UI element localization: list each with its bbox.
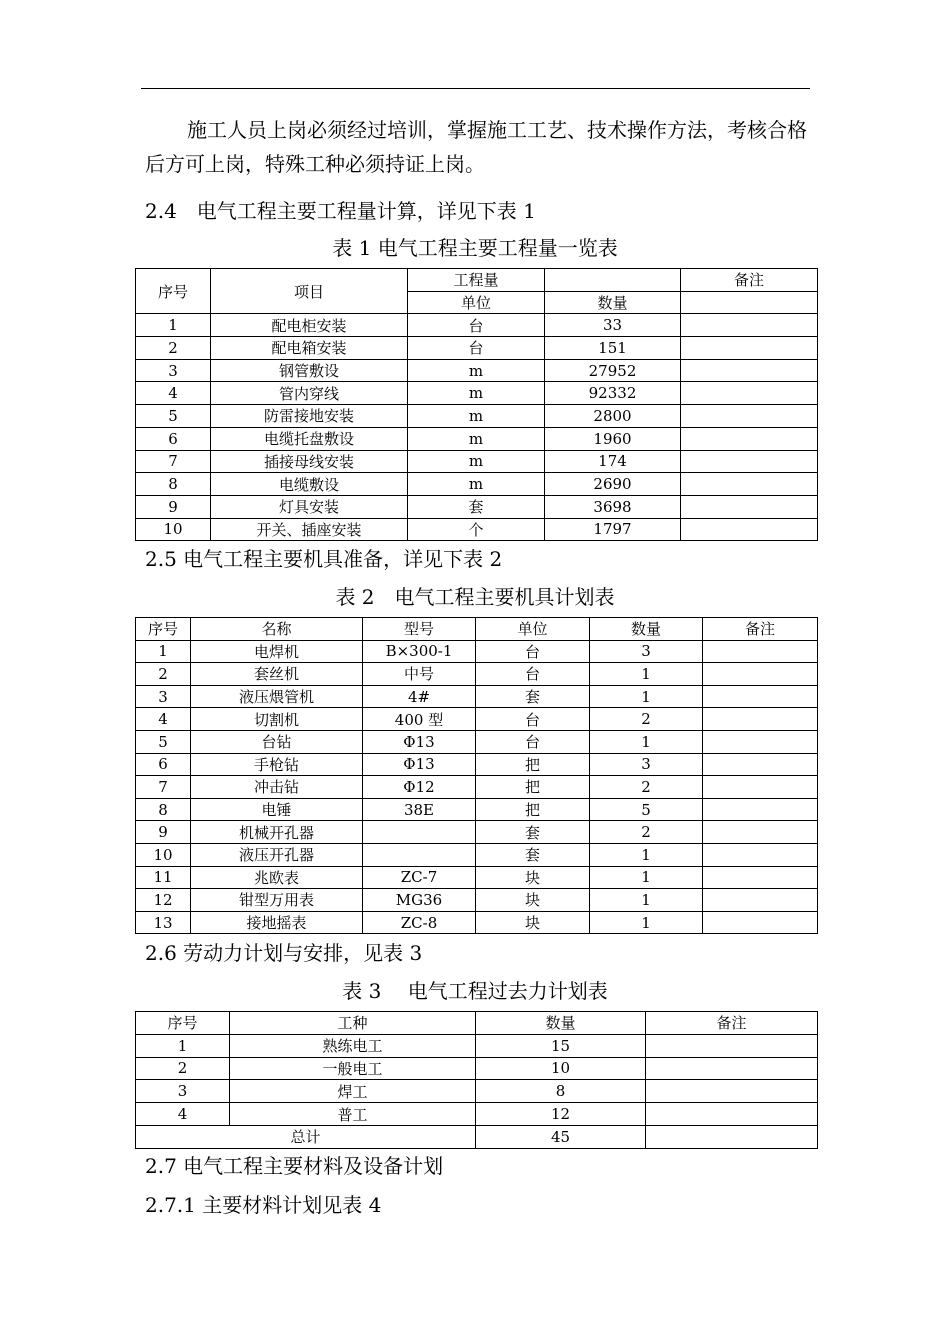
table1-row [136,382,818,405]
table2-cell-no: 7 [136,776,191,799]
table1-cell-no: 1 [136,314,211,337]
table1-header-unit: 单位 [408,291,545,314]
table1-row [136,495,818,518]
table2-cell-name: 电锤 [191,798,363,821]
table2-cell-remark [703,843,818,866]
table2-row [136,730,818,753]
table2-cell-unit: 台 [476,708,590,731]
table2-cell-no: 11 [136,866,191,889]
table2-row [136,866,818,889]
table1-cell-amount: 3698 [545,495,681,518]
table1-row [136,314,818,337]
table2-cell-model: Φ13 [363,730,476,753]
table3-row [136,1080,818,1103]
table3-cell-remark [646,1057,818,1080]
table1-row [136,450,818,473]
table3-cell-remark [646,1103,818,1126]
table3-cell-remark [646,1034,818,1057]
section-2-7-heading: 2.7 电气工程主要材料及设备计划 [145,1154,444,1178]
table2-cell-amount: 2 [590,708,703,731]
table1-cell-amount: 151 [545,337,681,360]
table2-cell-model: 38E [363,798,476,821]
table1-cell-unit: m [408,382,545,405]
table2-cell-no: 13 [136,911,191,934]
table2-header-model: 型号 [363,618,476,641]
table3-total-row [136,1125,818,1148]
table3-cell-no: 3 [136,1080,230,1103]
table3-row [136,1103,818,1126]
section-2-4-heading: 2.4 电气工程主要工程量计算，详见下表 1 [145,199,536,223]
table2-cell-no: 8 [136,798,191,821]
table3-total-label: 总计 [136,1125,476,1148]
table1-row [136,473,818,496]
table1-cell-no: 7 [136,450,211,473]
section-2-5-heading: 2.5 电气工程主要机具准备，详见下表 2 [145,547,503,571]
table1-header-remark-blank [681,291,818,314]
table1-cell-remark [681,518,818,541]
table2-header-no: 序号 [136,618,191,641]
table2-cell-no: 4 [136,708,191,731]
table2-cell-no: 1 [136,640,191,663]
table2-equipment [135,617,818,934]
table1-row [136,405,818,428]
table1-cell-no: 5 [136,405,211,428]
table2-cell-remark [703,753,818,776]
table2-cell-remark [703,663,818,686]
table2-row [136,798,818,821]
table1-cell-amount: 1797 [545,518,681,541]
table2-cell-model: Φ13 [363,753,476,776]
table2-cell-model: Φ12 [363,776,476,799]
table2-cell-no: 3 [136,685,191,708]
table1-cell-remark [681,382,818,405]
table2-cell-no: 9 [136,821,191,844]
table2-cell-unit: 套 [476,821,590,844]
table2-cell-model [363,843,476,866]
table2-row [136,753,818,776]
table1-cell-unit: 台 [408,314,545,337]
table2-cell-model: MG36 [363,889,476,912]
table2-row [136,889,818,912]
table2-cell-name: 切割机 [191,708,363,731]
table1-cell-amount: 2800 [545,405,681,428]
table2-caption: 表 2 电气工程主要机具计划表 [335,585,615,609]
table1-cell-unit: 套 [408,495,545,518]
table1-cell-remark [681,495,818,518]
table2-row [136,843,818,866]
table2-row [136,640,818,663]
table1-cell-item: 电缆敷设 [211,473,408,496]
table2-row [136,685,818,708]
table1-cell-unit: m [408,450,545,473]
table3-cell-remark [646,1080,818,1103]
table1-cell-no: 10 [136,518,211,541]
table2-cell-name: 液压煨管机 [191,685,363,708]
table2-cell-remark [703,911,818,934]
table2-cell-unit: 台 [476,730,590,753]
table2-cell-name: 钳型万用表 [191,889,363,912]
table2-cell-amount: 2 [590,776,703,799]
table1-cell-no: 2 [136,337,211,360]
table2-cell-name: 机械开孔器 [191,821,363,844]
table1-header-qty: 工程量 [408,269,545,292]
table3-cell-type: 一般电工 [230,1057,476,1080]
table2-cell-remark [703,821,818,844]
table1-header-amount: 数量 [545,291,681,314]
table2-cell-unit: 块 [476,911,590,934]
table2-cell-name: 液压开孔器 [191,843,363,866]
table2-cell-amount: 1 [590,911,703,934]
table1-header-no: 序号 [136,269,211,314]
header-rule [141,88,810,89]
table2-cell-unit: 台 [476,663,590,686]
table3-caption: 表 3 电气工程过去力计划表 [342,979,608,1003]
table1-cell-amount: 33 [545,314,681,337]
table2-cell-amount: 1 [590,730,703,753]
section-2-7-1-heading: 2.7.1 主要材料计划见表 4 [145,1193,382,1217]
table2-row [136,911,818,934]
table1-cell-unit: m [408,359,545,382]
table2-cell-no: 2 [136,663,191,686]
table1-cell-item: 配电柜安装 [211,314,408,337]
table1-cell-item: 电缆托盘敷设 [211,427,408,450]
table1-cell-item: 插接母线安装 [211,450,408,473]
table2-row [136,663,818,686]
table3-cell-amount: 12 [476,1103,646,1126]
table2-cell-name: 台钻 [191,730,363,753]
table2-cell-model: B×300-1 [363,640,476,663]
table1-cell-no: 6 [136,427,211,450]
table3-cell-type: 熟练电工 [230,1034,476,1057]
table1-cell-unit: m [408,405,545,428]
table2-cell-model: 中号 [363,663,476,686]
table3-cell-amount: 10 [476,1057,646,1080]
table3-cell-type: 普工 [230,1103,476,1126]
table1-caption: 表 1 电气工程主要工程量一览表 [332,236,618,260]
table2-cell-unit: 把 [476,776,590,799]
table3-total-remark [646,1125,818,1148]
intro-paragraph: 施工人员上岗必须经过培训，掌握施工工艺、技术操作方法，考核合格后方可上岗，特殊工种必须持证上岗。 [145,118,807,176]
table1-cell-remark [681,314,818,337]
table2-cell-unit: 套 [476,843,590,866]
table3-header-amount: 数量 [476,1012,646,1035]
table1-cell-amount: 92332 [545,382,681,405]
table1-header-blank [545,269,681,292]
table1-cell-item: 钢管敷设 [211,359,408,382]
table2-cell-amount: 1 [590,685,703,708]
table2-cell-no: 6 [136,753,191,776]
table2-cell-name: 兆欧表 [191,866,363,889]
table2-header-remark: 备注 [703,618,818,641]
table1-cell-unit: 台 [408,337,545,360]
table3-total-amount: 45 [476,1125,646,1148]
table1-cell-item: 配电箱安装 [211,337,408,360]
table2-cell-no: 5 [136,730,191,753]
table3-row [136,1034,818,1057]
table2-cell-remark [703,866,818,889]
table2-cell-amount: 1 [590,663,703,686]
table2-cell-no: 10 [136,843,191,866]
table2-header-name: 名称 [191,618,363,641]
table1-cell-no: 4 [136,382,211,405]
table1-row [136,337,818,360]
table1-cell-remark [681,427,818,450]
section-2-6-heading: 2.6 劳动力计划与安排，见表 3 [145,941,423,965]
table1-row [136,427,818,450]
table3-cell-no: 2 [136,1057,230,1080]
table1-cell-no: 9 [136,495,211,518]
table3-cell-no: 4 [136,1103,230,1126]
table1-row [136,359,818,382]
table3-header-no: 序号 [136,1012,230,1035]
table2-cell-unit: 套 [476,685,590,708]
table1-cell-no: 3 [136,359,211,382]
table2-header-amount: 数量 [590,618,703,641]
table2-cell-model: ZC-7 [363,866,476,889]
table2-cell-name: 手枪钻 [191,753,363,776]
table2-cell-amount: 5 [590,798,703,821]
table1-cell-remark [681,450,818,473]
table1-header-item: 项目 [211,269,408,314]
table2-cell-remark [703,889,818,912]
table1-cell-remark [681,405,818,428]
table1-cell-remark [681,337,818,360]
table2-cell-name: 接地摇表 [191,911,363,934]
table2-cell-unit: 块 [476,889,590,912]
table2-cell-model: 400 型 [363,708,476,731]
table2-cell-amount: 1 [590,889,703,912]
table1-cell-amount: 174 [545,450,681,473]
table2-cell-remark [703,685,818,708]
table1-cell-item: 防雷接地安装 [211,405,408,428]
table1-cell-unit: m [408,427,545,450]
table2-cell-unit: 台 [476,640,590,663]
table1-cell-unit: m [408,473,545,496]
table1-cell-remark [681,473,818,496]
table1-cell-item: 灯具安装 [211,495,408,518]
table1-cell-item: 管内穿线 [211,382,408,405]
table1-cell-amount: 1960 [545,427,681,450]
table2-cell-unit: 把 [476,798,590,821]
table2-cell-remark [703,730,818,753]
table1-cell-unit: 个 [408,518,545,541]
table2-cell-remark [703,640,818,663]
table2-cell-amount: 3 [590,753,703,776]
table2-cell-model: 4# [363,685,476,708]
table1-header-remark: 备注 [681,269,818,292]
table2-cell-amount: 1 [590,866,703,889]
table3-cell-amount: 15 [476,1034,646,1057]
table3-header-remark: 备注 [646,1012,818,1035]
table3-cell-type: 焊工 [230,1080,476,1103]
table3-cell-amount: 8 [476,1080,646,1103]
table2-cell-name: 电焊机 [191,640,363,663]
table1-cell-no: 8 [136,473,211,496]
table2-cell-name: 冲击钻 [191,776,363,799]
table2-cell-remark [703,776,818,799]
table2-row [136,776,818,799]
table1-cell-remark [681,359,818,382]
table3-cell-no: 1 [136,1034,230,1057]
table2-cell-remark [703,708,818,731]
table2-row [136,708,818,731]
table2-cell-name: 套丝机 [191,663,363,686]
table3-labor [135,1011,818,1149]
table2-cell-model: ZC-8 [363,911,476,934]
table2-cell-amount: 1 [590,843,703,866]
table2-cell-unit: 块 [476,866,590,889]
table1-workload [135,268,818,541]
table1-cell-item: 开关、插座安装 [211,518,408,541]
table2-cell-amount: 2 [590,821,703,844]
table1-cell-amount: 2690 [545,473,681,496]
table2-row [136,821,818,844]
table2-cell-amount: 3 [590,640,703,663]
table3-header-type: 工种 [230,1012,476,1035]
table1-row [136,518,818,541]
table2-cell-model [363,821,476,844]
table2-cell-no: 12 [136,889,191,912]
table2-header-unit: 单位 [476,618,590,641]
table2-cell-remark [703,798,818,821]
table1-cell-amount: 27952 [545,359,681,382]
table2-cell-unit: 把 [476,753,590,776]
table3-row [136,1057,818,1080]
